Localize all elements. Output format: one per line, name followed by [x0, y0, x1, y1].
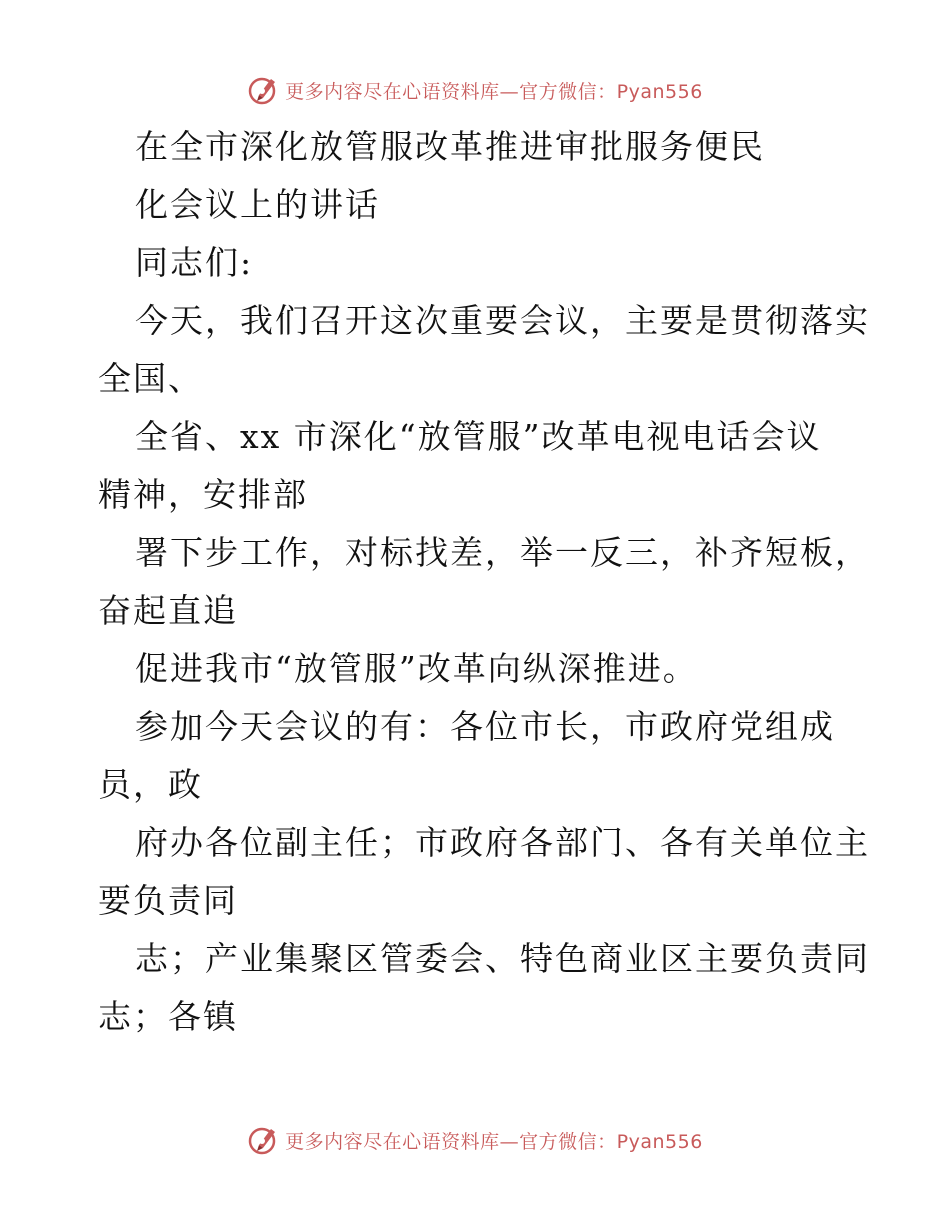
- watermark-text: 更多内容尽在心语资料库—官方微信：Pyan556: [285, 1130, 703, 1153]
- text-line: 精神，安排部: [98, 475, 308, 514]
- text-line: 志；各镇: [98, 997, 238, 1036]
- text-line: 员，政: [98, 765, 203, 804]
- pen-logo-icon: [247, 1123, 281, 1157]
- text-line: 同志们:: [135, 243, 254, 282]
- text-line: 参加今天会议的有：各位市长，市政府党组成: [135, 707, 835, 746]
- footer-watermark: [0, 1120, 950, 1160]
- document-title-line: 化会议上的讲话: [135, 185, 380, 224]
- text-line: 全省、xx 市深化“放管服”改革电视电话会议: [135, 417, 822, 456]
- watermark-text: 更多内容尽在心语资料库—官方微信：Pyan556: [285, 80, 703, 103]
- document-body: [98, 118, 868, 1046]
- text-line: 今天，我们召开这次重要会议，主要是贯彻落实: [135, 301, 870, 340]
- text-line: 促进我市“放管服”改革向纵深推进。: [135, 649, 698, 688]
- header-watermark: [0, 70, 950, 110]
- text-line: 要负责同: [98, 881, 238, 920]
- text-line: 奋起直追: [98, 591, 238, 630]
- text-line: 全国、: [98, 359, 203, 398]
- pen-logo-icon: [247, 73, 281, 107]
- text-line: 府办各位副主任；市政府各部门、各有关单位主: [135, 823, 870, 862]
- document-title-line: 在全市深化放管服改革推进审批服务便民: [135, 127, 765, 166]
- text-line: 署下步工作，对标找差，举一反三，补齐短板，: [135, 533, 870, 572]
- text-line: 志；产业集聚区管委会、特色商业区主要负责同: [135, 939, 870, 978]
